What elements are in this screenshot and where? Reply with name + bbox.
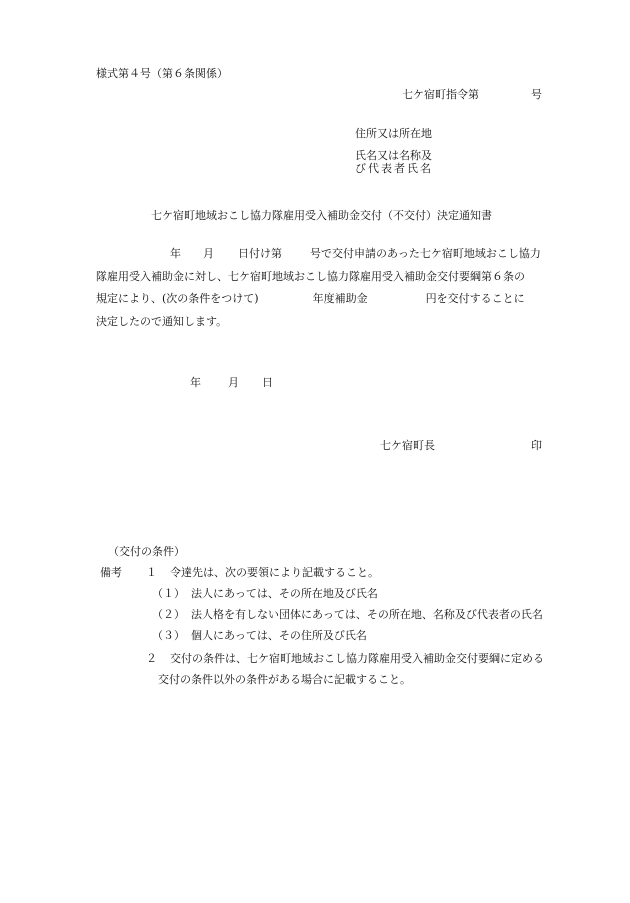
conditions-heading: （交付の条件） xyxy=(108,545,185,558)
sub-item-2-number: （２） xyxy=(152,608,185,621)
name-label-line1: 氏名又は名称及 xyxy=(355,149,432,162)
order-number-prefix: 七ケ宿町指令第 xyxy=(402,88,479,101)
remark-2-text-line1: 交付の条件は、七ケ宿町地域おこし協力隊雇用受入補助金交付要綱に定める xyxy=(170,652,544,665)
signer-title: 七ケ宿町長 xyxy=(380,439,435,452)
sub-item-1-number: （１） xyxy=(152,587,185,600)
remark-2-number: ２ xyxy=(146,652,157,665)
remark-1-text: 令達先は、次の要領により記載すること。 xyxy=(170,566,379,579)
body-line-3 xyxy=(96,288,571,311)
body-line-2: 隊雇用受入補助金に対し、七ケ宿町地域おこし協力隊雇用受入補助金交付要綱第６条の xyxy=(96,269,525,283)
sub-item-3-text: 個人にあっては、その住所及び氏名 xyxy=(191,629,367,642)
body-line-4: 決定したので通知します。 xyxy=(96,314,228,328)
form-label: 様式第４号（第６条関係） xyxy=(96,67,228,80)
address-label: 住所又は所在地 xyxy=(355,127,432,140)
body-line-1 xyxy=(96,243,571,266)
remarks-label: 備考 xyxy=(100,566,122,579)
body-day: 日付け第 xyxy=(238,247,282,260)
seal-mark: 印 xyxy=(531,439,542,452)
body-amount-clause: 円を交付することに xyxy=(425,292,525,305)
sub-item-1-text: 法人にあっては、その所在地及び氏名 xyxy=(191,587,378,600)
sub-item-2-text: 法人格を有しない団体にあっては、その所在地、名称及び代表者の氏名 xyxy=(191,608,543,621)
date-month: 月 xyxy=(228,376,239,389)
sub-item-3-number: （３） xyxy=(152,629,185,642)
remark-2-text-line2: 交付の条件以外の条件がある場合に記載すること。 xyxy=(158,673,411,686)
body-paragraph xyxy=(96,243,571,333)
date-year: 年 xyxy=(190,376,201,389)
name-label-line2: び代表者氏名 xyxy=(355,162,433,175)
remark-1-number: １ xyxy=(146,566,157,579)
body-conditions-clause: 規定により、(次の条件をつけて) xyxy=(96,292,259,305)
body-year: 年 xyxy=(170,247,181,260)
document-title: 七ケ宿町地域おこし協力隊雇用受入補助金交付（不交付）決定通知書 xyxy=(151,209,492,222)
body-line-1-rest: 号で交付申請のあった七ケ宿町地域おこし協力 xyxy=(310,247,541,260)
body-fiscal-year: 年度補助金 xyxy=(312,292,368,305)
order-number-suffix: 号 xyxy=(531,88,542,101)
body-month: 月 xyxy=(203,247,214,260)
date-day: 日 xyxy=(262,376,273,389)
